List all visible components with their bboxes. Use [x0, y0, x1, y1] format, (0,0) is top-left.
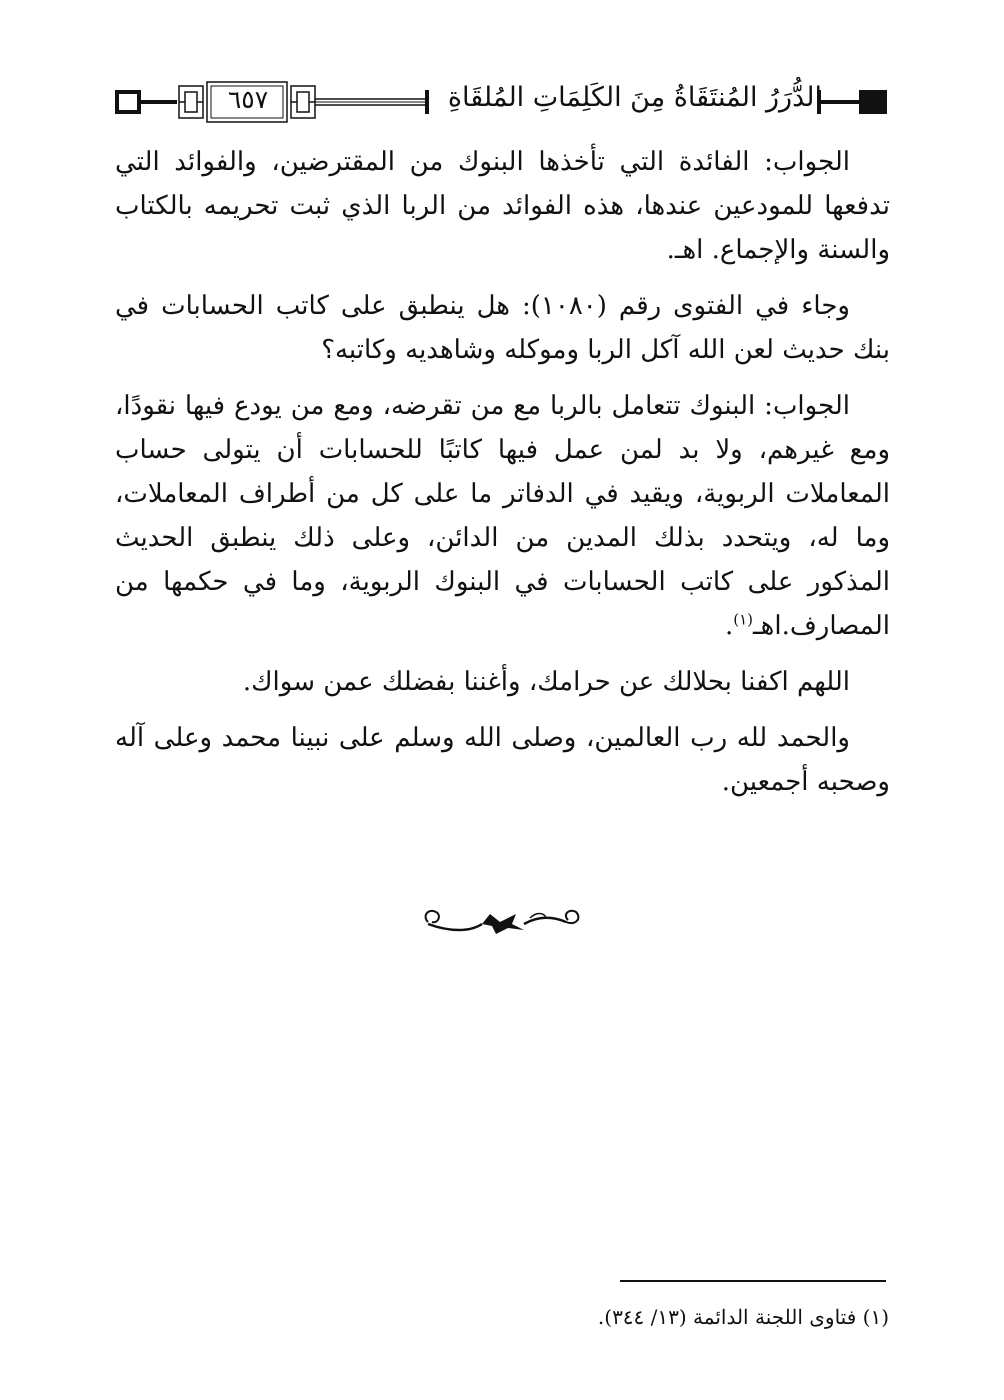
paragraph: الجواب: الفائدة التي تأخذها البنوك من المقترضين، والفوائد التي تدفعها للمودعين عندها، هذه الفوائد من الربا الذي ثبت تحريمه بالكتاب والسنة والإجماع. اهـ.: [115, 147, 890, 265]
page-number: ٦٥٧: [227, 85, 269, 114]
footnote-separator: [620, 1280, 886, 1282]
page-header: [115, 80, 890, 124]
paragraph-text: الجواب: البنوك تتعامل بالربا مع من تقرضه، ومع من يودع فيها نقودًا، ومع غيرهم، ولا بد لمن عمل فيها كاتبًا للحسابات أن يتولى حساب المعاملات الربوية، ويقيد في الدفاتر ما على كل من أطراف المعاملات، وما له، ويتحدد بذلك المدين من الدائن، وعلى ذلك ينطبق الحديث المذكور على كاتب الحسابات في البنوك الربوية، وما في حكمها من المصارف.اهـ: [115, 391, 890, 641]
paragraph: والحمد لله رب العالمين، وصلى الله وسلم على نبينا محمد وعلى آله وصحبه أجمعين.: [115, 723, 890, 797]
paragraph: [115, 384, 890, 648]
footnote-reference[interactable]: (١): [733, 610, 754, 629]
header-square-left: [117, 92, 139, 112]
main-text: [115, 140, 890, 816]
ornament-divider-icon: [420, 902, 585, 942]
paragraph: وجاء في الفتوى رقم (١٠٨٠): هل ينطبق على كاتب الحسابات في بنك حديث لعن الله آكل الربا وموكله وشاهديه وكاتبه؟: [115, 291, 890, 365]
paragraph: اللهم اكفنا بحلالك عن حرامك، وأغننا بفضلك عمن سواك.: [242, 667, 850, 697]
footnote: (١) فتاوى اللجنة الدائمة (١٣/ ٣٤٤).: [597, 1305, 889, 1329]
header-square-right: [859, 90, 887, 114]
paragraph-end-dot: .: [724, 611, 734, 641]
book-title: الدُّرَرُ المُنتَقَاةُ مِنَ الكَلِمَاتِ المُلقَاةِ: [447, 82, 822, 113]
